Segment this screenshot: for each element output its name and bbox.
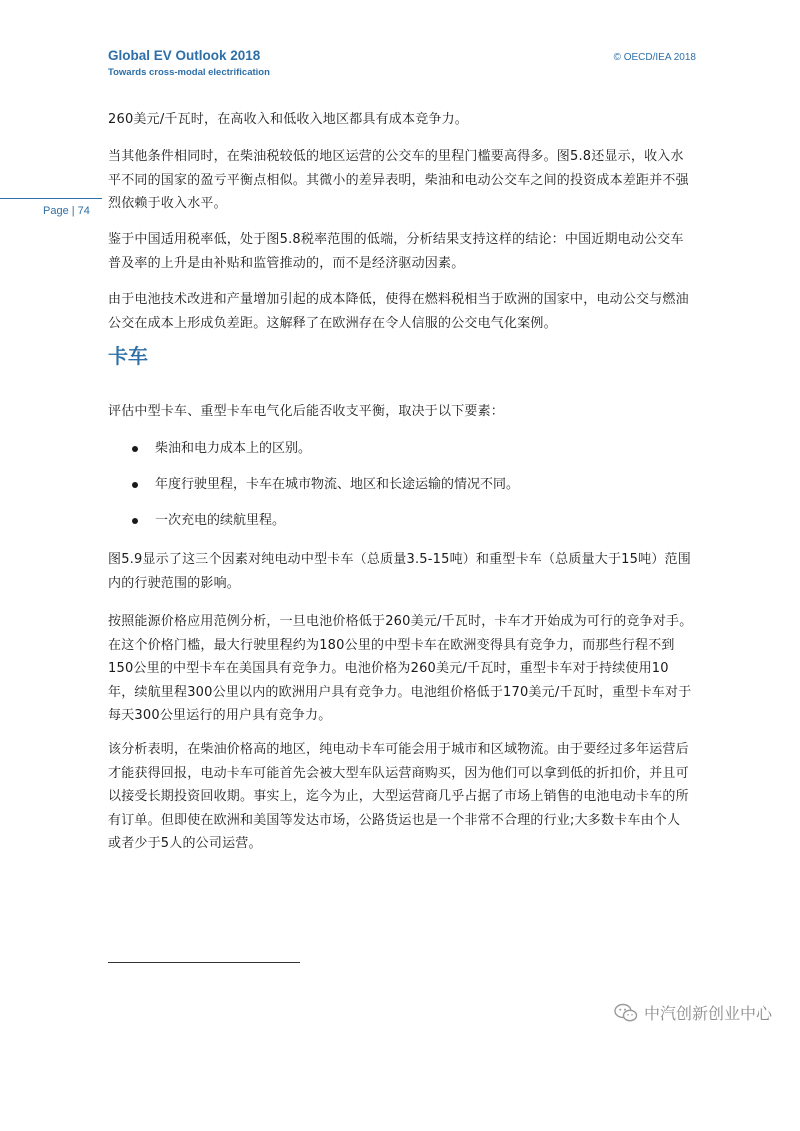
paragraph: 由于电池技术改进和产量增加引起的成本降低，使得在燃料税相当于欧洲的国家中，电动公交与燃油公交在成本上形成负差距。这解释了在欧洲存在令人信服的公交电气化案例。 bbox=[108, 292, 689, 331]
paragraph: 该分析表明，在柴油价格高的地区，纯电动卡车可能会用于城市和区域物流。由于要经过多年运营后才能获得回报，电动卡车可能首先会被大型车队运营商购买，因为他们可以拿到低的折扣价，并且可以接受长期投资回收期。事实上，迄今为止，大型运营商几乎占据了市场上销售的电池电动卡车的所有订单。但即使在欧洲和美国等发达市场，公路货运也是一个非常不合理的行业;大多数卡车由个人或者少于5人的公司运营。 bbox=[108, 742, 689, 851]
bullet-icon bbox=[132, 446, 138, 452]
list-item-text: 一次充电的续航里程。 bbox=[155, 513, 286, 528]
list-item-text: 柴油和电力成本上的区别。 bbox=[155, 441, 312, 456]
paragraph: 按照能源价格应用范例分析，一旦电池价格低于260美元/千瓦时，卡车才开始成为可行的竞争对手。在这个价格门槛，最大行驶里程约为180公里的中型卡车在欧洲变得具有竞争力，而那些行程不到150公里的中型卡车在美国具有竞争力。电池价格为260美元/千瓦时，重型卡车对于持续使用10年，续航里程300公里以内的欧洲用户具有竞争力。电池组价格低于170美元/千瓦时，重型卡车对于每天300公里运行的用户具有竞争力。 bbox=[108, 614, 693, 723]
bullet-icon bbox=[132, 518, 138, 524]
intro-paragraph: 评估中型卡车、重型卡车电气化后能否收支平衡，取决于以下要素： bbox=[108, 404, 505, 419]
section-heading: 卡车 bbox=[108, 344, 148, 368]
paragraph: 图5.9显示了这三个因素对纯电动中型卡车（总质量3.5-15吨）和重型卡车（总质量大于15吨）范围内的行驶范围的影响。 bbox=[108, 552, 691, 591]
watermark-text: 中汽创新创业中心 bbox=[643, 1004, 772, 1023]
list-item-text: 年度行驶里程，卡车在城市物流、地区和长途运输的情况不同。 bbox=[155, 477, 520, 492]
paragraph: 鉴于中国适用税率低，处于图5.8税率范围的低端，分析结果支持这样的结论：中国近期电动公交车普及率的上升是由补贴和监管推动的，而不是经济驱动因素。 bbox=[108, 232, 684, 271]
report-subtitle: Towards cross-modal electrification bbox=[108, 67, 270, 78]
bullet-icon bbox=[132, 482, 138, 488]
page-number: Page | 74 bbox=[43, 205, 90, 217]
paragraph: 260美元/千瓦时，在高收入和低收入地区都具有成本竞争力。 bbox=[108, 112, 468, 127]
watermark bbox=[614, 1001, 772, 1024]
copyright-notice: © OECD/IEA 2018 bbox=[613, 52, 696, 63]
wechat-icon bbox=[614, 1003, 638, 1023]
page-marker-line bbox=[0, 198, 102, 199]
report-title: Global EV Outlook 2018 bbox=[108, 48, 261, 63]
footnote-separator bbox=[108, 962, 300, 963]
paragraph: 当其他条件相同时，在柴油税较低的地区运营的公交车的里程门槛要高得多。图5.8还显示，收入水平不同的国家的盈亏平衡点相似。其微小的差异表明，柴油和电动公交车之间的投资成本差距并不强烈依赖于收入水平。 bbox=[108, 149, 689, 211]
